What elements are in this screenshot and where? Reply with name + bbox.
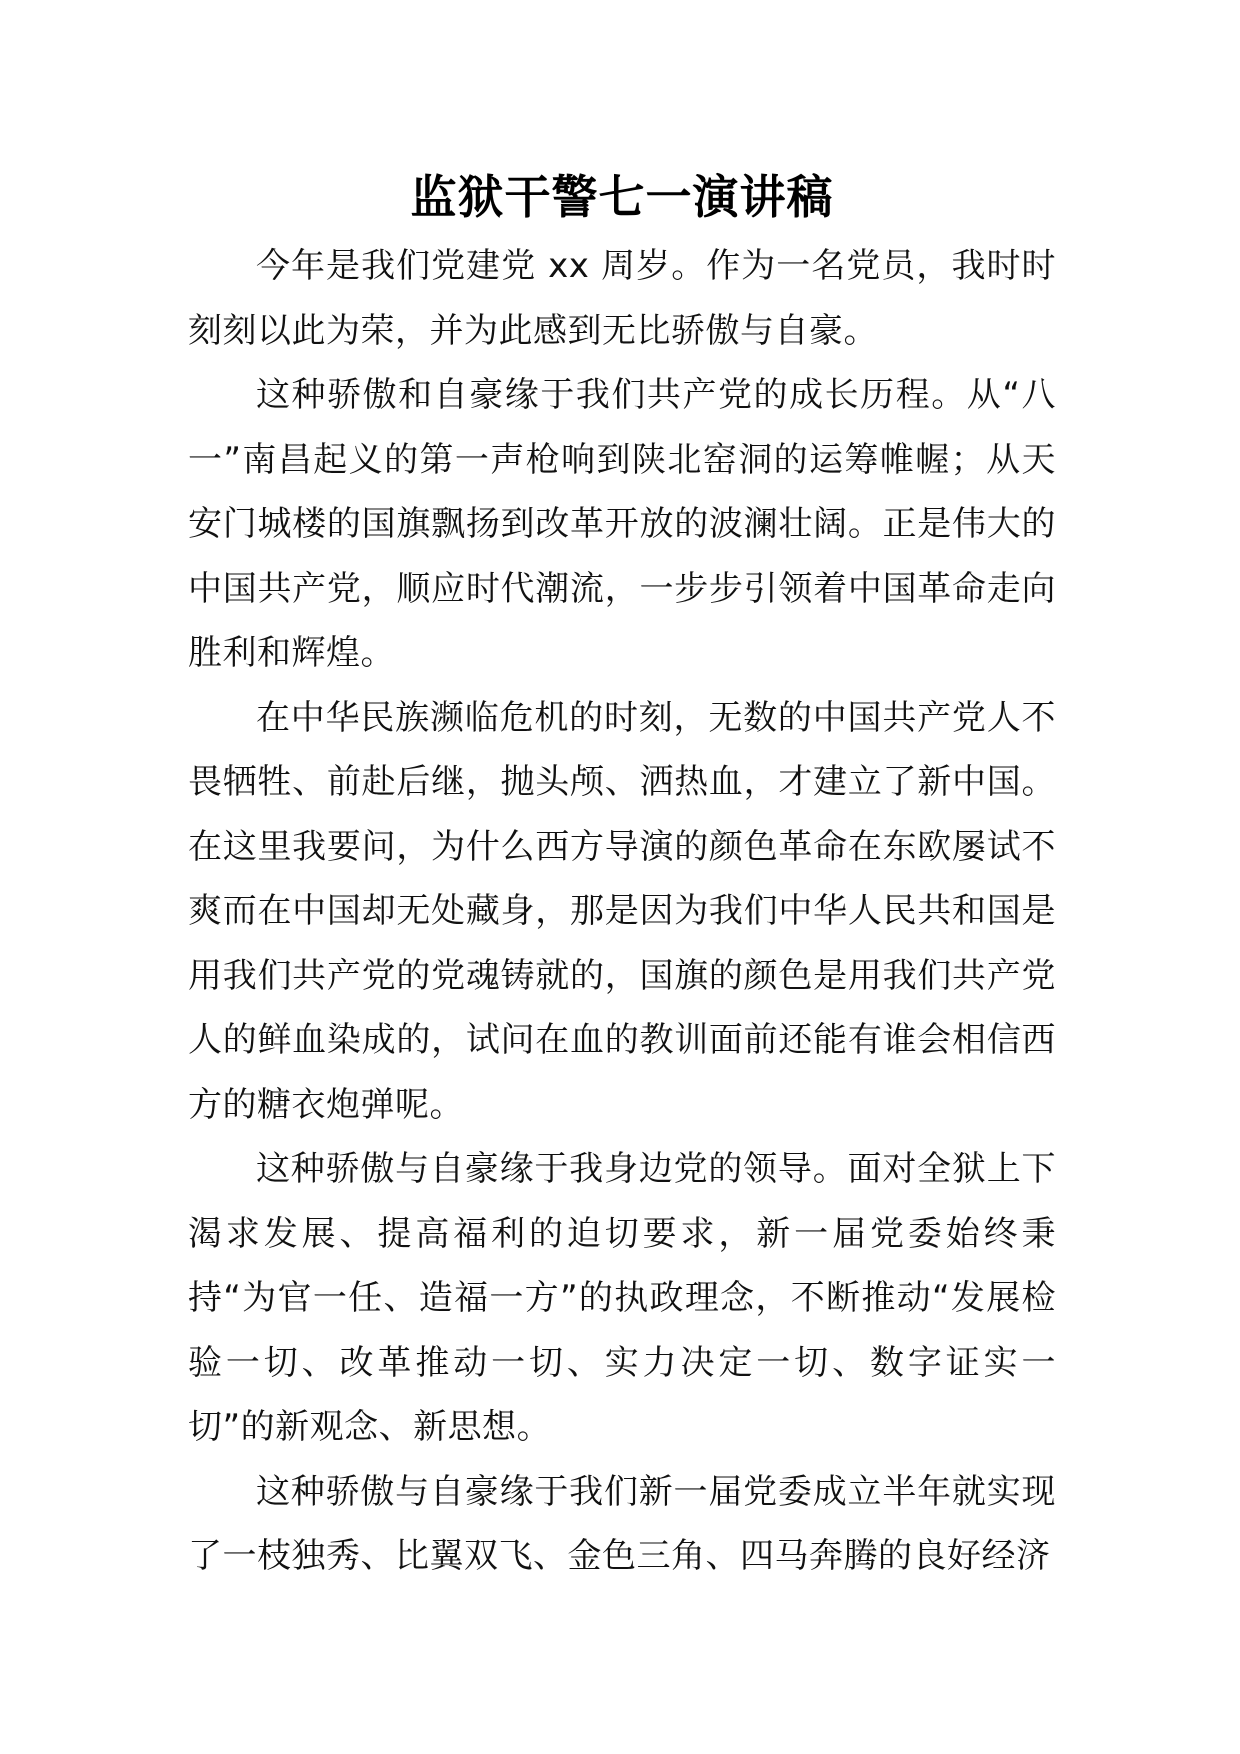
document-page [188, 160, 1056, 1589]
paragraph-1: 今年是我们党建党 xx 周岁。作为一名党员，我时时刻刻以此为荣，并为此感到无比骄傲与自豪。 [188, 246, 1056, 351]
paragraph-5: 这种骄傲与自豪缘于我们新一届党委成立半年就实现了一枝独秀、比翼双飞、金色三角、四马奔腾的良好经济 [188, 1471, 1056, 1576]
document-title: 监狱干警七一演讲稿 [410, 170, 834, 224]
paragraph-2: 这种骄傲和自豪缘于我们共产党的成长历程。从“八一”南昌起义的第一声枪响到陕北窑洞的运筹帷幄；从天安门城楼的国旗飘扬到改革开放的波澜壮阔。正是伟大的中国共产党，顺应时代潮流，一步步引领着中国革命走向胜利和辉煌。 [188, 375, 1056, 673]
paragraph-3: 在中华民族濒临危机的时刻，无数的中国共产党人不畏牺牲、前赴后继，抛头颅、洒热血，才建立了新中国。在这里我要问，为什么西方导演的颜色革命在东欧屡试不爽而在中国却无处藏身，那是因为我们中华人民共和国是用我们共产党的党魂铸就的，国旗的颜色是用我们共产党人的鲜血染成的，试问在血的教训面前还能有谁会相信西方的糖衣炮弹呢。 [188, 697, 1056, 1125]
paragraph-4: 这种骄傲与自豪缘于我身边党的领导。面对全狱上下渴求发展、提高福利的迫切要求，新一届党委始终秉持“为官一任、造福一方”的执政理念，不断推动“发展检验一切、改革推动一切、实力决定一切、数字证实一切”的新观念、新思想。 [188, 1149, 1056, 1447]
